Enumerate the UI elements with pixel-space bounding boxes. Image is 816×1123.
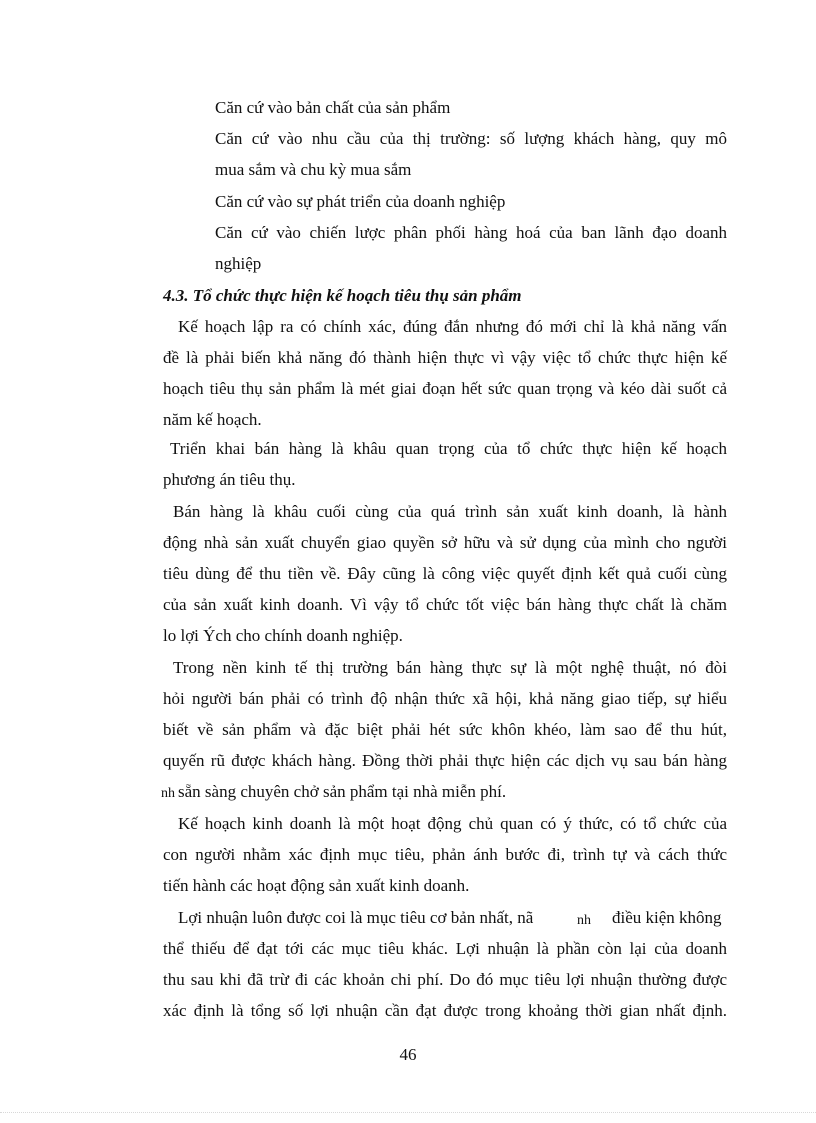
- paragraph-line: đề là phải biến khả năng đó thành hiện thực vì vậy việc tổ chức thực hiện kế: [163, 348, 727, 367]
- paragraph-line: Trong nền kinh tế thị trường bán hàng thực sự là một nghệ thuật, nó đòi: [173, 658, 727, 677]
- paragraph-line: con người nhằm xác định mục tiêu, phản ánh bước đi, trình tự và cách thức: [163, 845, 727, 864]
- paragraph-line: tiến hành các hoạt động sản xuất kinh doanh.: [163, 876, 470, 895]
- paragraph-line: Lợi nhuận luôn được coi là mục tiêu cơ bản nhất, nã: [178, 908, 534, 927]
- section-heading: 4.3. Tổ chức thực hiện kế hoạch tiêu thụ sản phẩm: [163, 286, 522, 305]
- paragraph-line: tiêu dùng để thu tiền về. Đây cũng là công việc quyết định kết quả cuối cùng: [163, 564, 727, 583]
- paragraph-line: của sản xuất kinh doanh. Vì vậy tổ chức tốt việc bán hàng thực chất là chăm: [163, 595, 727, 614]
- paragraph-line: thể thiếu để đạt tới các mục tiêu khác. Lợi nhuận là phần còn lại của doanh: [163, 939, 727, 958]
- paragraph-line: năm kế hoạch.: [163, 410, 262, 429]
- list-item: Căn cứ vào nhu cầu của thị trường: số lượng khách hàng, quy mô: [215, 129, 727, 148]
- stray-text-fragment: nh: [577, 913, 591, 928]
- page-bottom-divider: [0, 1112, 816, 1113]
- paragraph-line: Kế hoạch lập ra có chính xác, đúng đắn nhưng đó mới chỉ là khả năng vấn: [178, 317, 727, 336]
- paragraph-line: động nhà sản xuất chuyển giao quyền sở hữu và sử dụng của mình cho người: [163, 533, 727, 552]
- paragraph-line: hoạch tiêu thụ sản phẩm là mét giai đoạn hết sức quan trọng và kéo dài suốt cả: [163, 379, 727, 398]
- list-item-continuation: mua sắm và chu kỳ mua sắm: [215, 160, 412, 179]
- paragraph-line: biết về sản phẩm và đặc biệt phải hét sức khôn khéo, làm sao để thu hút,: [163, 720, 727, 739]
- paragraph-line: Bán hàng là khâu cuối cùng của quá trình sản xuất kinh doanh, là hành: [173, 502, 727, 521]
- paragraph-line-tail: điều kiện không: [612, 908, 722, 927]
- paragraph-line: phương án tiêu thụ.: [163, 470, 296, 489]
- list-item: Căn cứ vào sự phát triển của doanh nghiệp: [215, 192, 506, 211]
- list-item: Căn cứ vào bản chất của sản phẩm: [215, 98, 451, 117]
- stray-text-fragment: nh: [161, 786, 175, 801]
- list-item: Căn cứ vào chiến lược phân phối hàng hoá của ban lãnh đạo doanh: [215, 223, 727, 242]
- paragraph-line: thu sau khi đã trừ đi các khoản chi phí. Do đó mục tiêu lợi nhuận thường được: [163, 970, 727, 989]
- paragraph-line: quyến rũ được khách hàng. Đồng thời phải thực hiện các dịch vụ sau bán hàng: [163, 751, 727, 770]
- paragraph-line: sẵn sàng chuyên chở sản phẩm tại nhà miễn phí.: [178, 782, 507, 801]
- list-item-continuation: nghiệp: [215, 254, 262, 273]
- paragraph-line: Kế hoạch kinh doanh là một hoạt động chủ quan có ý thức, có tổ chức của: [178, 814, 727, 833]
- page-number: 46: [399, 1045, 417, 1064]
- paragraph-line: lo lợi Ých cho chính doanh nghiệp.: [163, 626, 403, 645]
- paragraph-line: xác định là tổng số lợi nhuận cần đạt được trong khoảng thời gian nhất định.: [163, 1001, 727, 1020]
- paragraph-line: hỏi người bán phải có trình độ nhận thức xã hội, khả năng giao tiếp, sự hiểu: [163, 689, 727, 708]
- paragraph-line: Triển khai bán hàng là khâu quan trọng của tổ chức thực hiện kế hoạch: [170, 439, 727, 458]
